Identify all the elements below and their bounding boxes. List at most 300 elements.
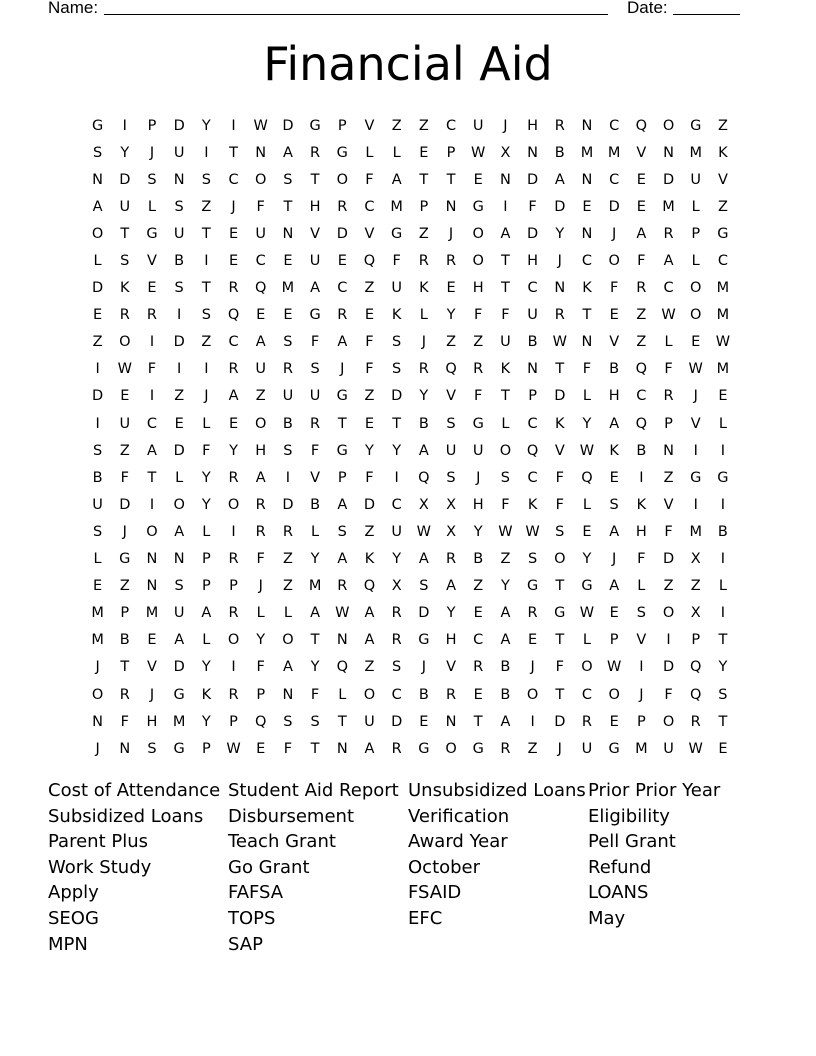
grid-letter: J	[421, 334, 426, 351]
grid-letter: C	[717, 253, 728, 270]
grid-letter: M	[91, 605, 104, 622]
grid-letter: Z	[418, 117, 429, 134]
grid-letter: S	[310, 361, 320, 378]
grid-letter: N	[445, 198, 457, 215]
grid-letter: A	[337, 334, 348, 351]
grid-letter: I	[394, 469, 399, 486]
grid-letter: Y	[446, 605, 456, 622]
grid-letter: U	[391, 280, 402, 297]
grid-letter: J	[122, 523, 127, 540]
grid-letter: Z	[364, 388, 375, 405]
grid-letter: D	[391, 713, 403, 730]
grid-letter: G	[173, 686, 185, 703]
grid-letter: R	[119, 307, 130, 324]
grid-letter: Y	[500, 578, 510, 595]
grid-letter: H	[146, 713, 158, 730]
grid-letter: R	[391, 740, 402, 757]
grid-letter: E	[364, 415, 375, 432]
grid-letter: C	[255, 253, 266, 270]
grid-letter: Z	[364, 523, 375, 540]
grid-letter: Z	[364, 659, 375, 676]
grid-letter: L	[283, 605, 292, 622]
grid-letter: Y	[392, 442, 402, 459]
grid-letter: F	[555, 659, 564, 676]
word-list-item: SAP	[228, 933, 263, 955]
grid-letter: G	[526, 578, 539, 595]
grid-letter: S	[201, 171, 211, 188]
grid-letter: K	[201, 686, 212, 703]
grid-letter: V	[310, 225, 321, 242]
grid-letter: O	[608, 253, 620, 270]
grid-letter: N	[336, 632, 348, 649]
grid-letter: D	[282, 117, 294, 134]
grid-letter: G	[309, 117, 321, 134]
grid-letter: R	[636, 280, 647, 297]
grid-letter: O	[472, 225, 484, 242]
grid-letter: F	[256, 198, 265, 215]
grid-letter: O	[662, 713, 675, 730]
grid-letter: I	[666, 632, 671, 649]
grid-letter: J	[557, 253, 562, 270]
grid-letter: R	[228, 551, 239, 568]
grid-letter: S	[92, 442, 103, 459]
grid-letter: B	[717, 523, 728, 540]
word-list	[48, 778, 768, 957]
word-list-item: Work Study	[48, 856, 152, 878]
grid-letter: C	[364, 198, 375, 215]
grid-letter: H	[527, 253, 539, 270]
grid-letter: Q	[363, 253, 376, 270]
grid-letter: Q	[255, 280, 267, 297]
grid-letter: L	[582, 632, 592, 649]
grid-letter: Z	[119, 578, 130, 595]
grid-letter: A	[500, 605, 511, 622]
grid-letter: A	[337, 496, 348, 513]
grid-letter: J	[95, 740, 100, 757]
grid-letter: I	[149, 388, 155, 405]
grid-letter: C	[228, 171, 239, 188]
grid-letter: E	[609, 469, 619, 486]
grid-letter: W	[335, 605, 350, 622]
grid-letter: Y	[120, 144, 130, 161]
grid-letter: K	[636, 496, 647, 513]
grid-letter: U	[472, 442, 484, 459]
grid-letter: L	[256, 605, 265, 622]
grid-letter: R	[228, 469, 239, 486]
grid-letter: R	[228, 361, 239, 378]
grid-letter: D	[418, 605, 430, 622]
grid-letter: U	[282, 388, 294, 405]
grid-letter: E	[147, 280, 157, 297]
word-list-item: Refund	[588, 856, 652, 878]
grid-letter: L	[419, 307, 428, 324]
grid-letter: I	[149, 496, 155, 513]
grid-letter: J	[340, 361, 345, 378]
grid-letter: S	[310, 713, 320, 730]
grid-letter: A	[500, 632, 511, 649]
grid-letter: Y	[229, 442, 238, 459]
grid-letter: C	[391, 496, 402, 513]
grid-letter: W	[416, 523, 432, 540]
grid-letter: H	[472, 496, 484, 513]
grid-letter: E	[419, 713, 429, 730]
grid-letter: Z	[255, 388, 266, 405]
grid-letter: W	[552, 334, 567, 351]
grid-letter: E	[718, 740, 728, 757]
grid-letter: C	[527, 280, 538, 297]
word-list-item: FAFSA	[228, 882, 284, 904]
grid-letter: R	[228, 605, 239, 622]
grid-letter: S	[392, 361, 402, 378]
grid-letter: A	[282, 144, 293, 161]
grid-letter: T	[500, 253, 510, 270]
grid-letter: S	[609, 496, 619, 513]
grid-letter: O	[499, 442, 512, 459]
word-list-item: Go Grant	[228, 856, 310, 878]
grid-letter: F	[365, 361, 374, 378]
grid-letter: O	[173, 496, 185, 513]
grid-letter: G	[91, 117, 104, 134]
grid-letter: J	[149, 144, 155, 161]
grid-letter: R	[337, 578, 348, 595]
grid-letter: E	[174, 415, 184, 432]
grid-letter: H	[472, 280, 484, 297]
grid-letter: R	[500, 740, 511, 757]
grid-letter: S	[419, 578, 429, 595]
grid-letter: Y	[310, 659, 320, 676]
grid-letter: K	[555, 415, 565, 432]
grid-letter: X	[418, 496, 429, 513]
grid-letter: J	[693, 388, 698, 405]
grid-letter: E	[609, 307, 619, 324]
grid-letter: E	[228, 225, 239, 242]
grid-letter: R	[391, 605, 402, 622]
grid-letter: E	[337, 253, 347, 270]
grid-letter: R	[690, 713, 701, 730]
grid-letter: Q	[635, 361, 648, 378]
grid-letter: W	[253, 117, 268, 134]
grid-letter: S	[555, 523, 565, 540]
grid-letter: X	[690, 551, 701, 568]
grid-letter: E	[473, 171, 483, 188]
grid-letter: N	[173, 171, 185, 188]
grid-letter: D	[92, 280, 104, 297]
grid-letter: C	[609, 117, 620, 134]
grid-letter: R	[146, 307, 157, 324]
name-blank-line[interactable]	[104, 14, 608, 15]
grid-letter: G	[336, 144, 348, 161]
grid-letter: V	[147, 659, 157, 676]
grid-letter: G	[690, 117, 702, 134]
grid-letter: A	[609, 415, 620, 432]
word-list-item: FSAID	[408, 882, 462, 904]
grid-letter: W	[525, 523, 540, 540]
grid-letter: K	[609, 442, 619, 459]
grid-letter: S	[446, 469, 456, 486]
grid-letter: B	[174, 253, 185, 270]
grid-letter: T	[555, 361, 565, 378]
grid-letter: W	[117, 361, 132, 378]
grid-letter: I	[530, 713, 535, 730]
grid-letter: S	[147, 171, 157, 188]
grid-letter: S	[337, 523, 347, 540]
grid-letter: H	[527, 117, 539, 134]
grid-letter: R	[310, 144, 321, 161]
grid-letter: S	[147, 740, 157, 757]
grid-letter: P	[256, 686, 266, 703]
grid-letter: S	[120, 253, 130, 270]
grid-letter: R	[581, 713, 592, 730]
grid-letter: A	[446, 578, 456, 595]
grid-letter: N	[581, 117, 593, 134]
grid-letter: P	[229, 713, 238, 730]
grid-letter: Y	[256, 632, 266, 649]
grid-letter: B	[282, 415, 293, 432]
grid-letter: Q	[690, 686, 702, 703]
grid-letter: C	[609, 171, 620, 188]
grid-letter: H	[445, 632, 457, 649]
grid-letter: G	[554, 605, 566, 622]
grid-letter: C	[337, 280, 348, 297]
grid-letter: A	[364, 605, 375, 622]
grid-letter: N	[255, 144, 267, 161]
grid-letter: U	[472, 117, 484, 134]
grid-letter: M	[281, 280, 295, 297]
grid-letter: Z	[174, 388, 185, 405]
grid-letter: M	[607, 144, 621, 161]
grid-letter: I	[639, 469, 644, 486]
grid-letter: J	[448, 225, 454, 242]
grid-letter: Z	[364, 280, 375, 297]
grid-letter: L	[691, 253, 700, 270]
grid-letter: Y	[718, 659, 728, 676]
grid-letter: R	[119, 686, 130, 703]
grid-letter: C	[663, 280, 674, 297]
grid-letter: Z	[92, 334, 103, 351]
word-list-item: Cost of Attendance	[48, 780, 221, 801]
grid-letter: U	[391, 523, 402, 540]
grid-letter: R	[473, 659, 484, 676]
grid-letter: A	[310, 605, 321, 622]
grid-letter: R	[282, 523, 293, 540]
grid-letter: O	[227, 632, 240, 649]
grid-letter: K	[500, 361, 511, 378]
grid-letter: C	[473, 632, 484, 649]
grid-letter: U	[255, 361, 267, 378]
grid-letter: N	[92, 171, 104, 188]
grid-letter: O	[227, 496, 240, 513]
grid-letter: W	[606, 659, 622, 676]
grid-letter: G	[391, 225, 403, 242]
grid-letter: L	[582, 388, 592, 405]
grid-letter: V	[364, 225, 375, 242]
grid-letter: Z	[418, 225, 429, 242]
grid-letter: G	[717, 469, 729, 486]
grid-letter: N	[499, 171, 511, 188]
grid-letter: I	[720, 551, 726, 568]
word-list-item: EFC	[408, 907, 443, 929]
grid-letter: U	[690, 171, 702, 188]
grid-letter: A	[609, 523, 620, 540]
grid-letter: U	[364, 713, 375, 730]
grid-letter: V	[147, 253, 157, 270]
grid-letter: A	[500, 713, 511, 730]
grid-letter: D	[391, 388, 403, 405]
grid-letter: P	[201, 551, 211, 568]
grid-letter: V	[446, 659, 456, 676]
grid-letter: F	[283, 740, 293, 757]
grid-letter: S	[718, 686, 728, 703]
grid-letter: R	[554, 117, 565, 134]
grid-letter: I	[231, 659, 236, 676]
grid-letter: M	[689, 523, 702, 540]
grid-letter: R	[228, 280, 239, 297]
grid-letter: I	[693, 496, 698, 513]
grid-letter: N	[445, 713, 457, 730]
grid-letter: N	[663, 144, 674, 161]
grid-letter: S	[174, 280, 184, 297]
grid-letter: Q	[363, 578, 376, 595]
grid-letter: T	[555, 632, 565, 649]
grid-letter: Y	[201, 659, 211, 676]
word-list-item: Verification	[408, 805, 510, 827]
grid-letter: O	[91, 225, 104, 242]
grid-letter: U	[309, 388, 321, 405]
grid-letter: Q	[445, 361, 457, 378]
grid-letter: X	[446, 523, 456, 540]
grid-letter: N	[146, 578, 158, 595]
grid-letter: E	[473, 686, 483, 703]
grid-letter: S	[283, 334, 293, 351]
grid-letter: N	[282, 686, 294, 703]
grid-letter: R	[337, 198, 348, 215]
word-list-item: Disbursement	[228, 805, 354, 827]
grid-letter: A	[228, 388, 239, 405]
grid-letter: G	[472, 740, 484, 757]
grid-letter: S	[527, 551, 538, 568]
grid-letter: O	[608, 686, 620, 703]
grid-letter: M	[172, 713, 186, 730]
grid-letter: O	[526, 686, 539, 703]
grid-letter: Y	[365, 442, 374, 459]
grid-letter: L	[202, 632, 211, 649]
grid-letter: D	[173, 442, 185, 459]
grid-letter: Z	[663, 578, 674, 595]
grid-letter: D	[662, 171, 675, 188]
grid-letter: Z	[446, 334, 456, 351]
grid-letter: P	[691, 225, 701, 242]
grid-letter: Q	[255, 713, 267, 730]
grid-letter: M	[580, 144, 594, 161]
grid-letter: N	[119, 740, 131, 757]
grid-letter: P	[446, 144, 456, 161]
grid-letter: O	[282, 632, 294, 649]
word-list-item: Subsidized Loans	[48, 805, 204, 827]
grid-letter: E	[419, 144, 429, 161]
grid-letter: N	[92, 713, 104, 730]
grid-letter: F	[256, 659, 265, 676]
grid-letter: E	[93, 307, 103, 324]
grid-letter: Q	[635, 117, 648, 134]
grid-letter: E	[582, 523, 592, 540]
grid-letter: C	[581, 686, 593, 703]
grid-letter: D	[92, 388, 104, 405]
grid-letter: U	[309, 253, 321, 270]
grid-letter: F	[120, 469, 129, 486]
grid-letter: L	[175, 469, 184, 486]
grid-letter: E	[283, 253, 293, 270]
grid-letter: D	[173, 117, 185, 134]
grid-letter: B	[500, 659, 511, 676]
grid-letter: E	[364, 307, 375, 324]
date-blank-line[interactable]	[673, 14, 740, 15]
grid-letter: T	[147, 469, 157, 486]
grid-letter: Z	[201, 198, 212, 215]
grid-letter: A	[391, 171, 402, 188]
grid-letter: C	[445, 117, 457, 134]
grid-letter: I	[204, 144, 209, 161]
grid-letter: R	[663, 388, 674, 405]
grid-letter: E	[147, 632, 157, 649]
grid-letter: Y	[201, 469, 211, 486]
grid-letter: G	[717, 225, 729, 242]
grid-letter: M	[716, 307, 730, 324]
grid-letter: N	[527, 144, 539, 161]
word-list-item: Apply	[48, 882, 99, 904]
grid-letter: G	[173, 740, 185, 757]
grid-letter: H	[608, 388, 620, 405]
grid-letter: D	[527, 225, 539, 242]
grid-letter: F	[202, 442, 211, 459]
grid-letter: T	[120, 225, 130, 242]
grid-letter: R	[255, 523, 266, 540]
grid-letter: E	[228, 415, 239, 432]
grid-letter: R	[473, 361, 484, 378]
grid-letter: E	[609, 713, 619, 730]
grid-letter: Q	[227, 307, 240, 324]
grid-letter: Y	[392, 551, 402, 568]
grid-letter: A	[174, 523, 185, 540]
grid-letter: A	[282, 659, 293, 676]
grid-letter: Z	[527, 740, 538, 757]
grid-letter: A	[636, 225, 647, 242]
grid-letter: W	[661, 307, 676, 324]
grid-letter: B	[473, 551, 484, 568]
grid-letter: T	[310, 171, 320, 188]
grid-letter: E	[582, 198, 592, 215]
grid-letter: B	[310, 496, 321, 513]
grid-letter: X	[690, 605, 701, 622]
grid-letter: N	[282, 225, 294, 242]
grid-letter: W	[579, 605, 595, 622]
grid-letter: I	[95, 361, 100, 378]
grid-letter: B	[527, 334, 538, 351]
grid-letter: R	[445, 686, 457, 703]
grid-letter: A	[310, 280, 321, 297]
grid-letter: G	[336, 442, 348, 459]
grid-letter: E	[528, 632, 538, 649]
grid-letter: M	[716, 280, 730, 297]
grid-letter: P	[229, 578, 238, 595]
grid-letter: K	[718, 144, 728, 161]
grid-letter: Y	[310, 551, 320, 568]
grid-letter: Q	[581, 469, 593, 486]
grid-letter: F	[664, 361, 673, 378]
grid-letter: F	[310, 442, 320, 459]
grid-letter: I	[177, 307, 182, 324]
grid-letter: L	[202, 415, 211, 432]
grid-letter: L	[582, 496, 592, 513]
